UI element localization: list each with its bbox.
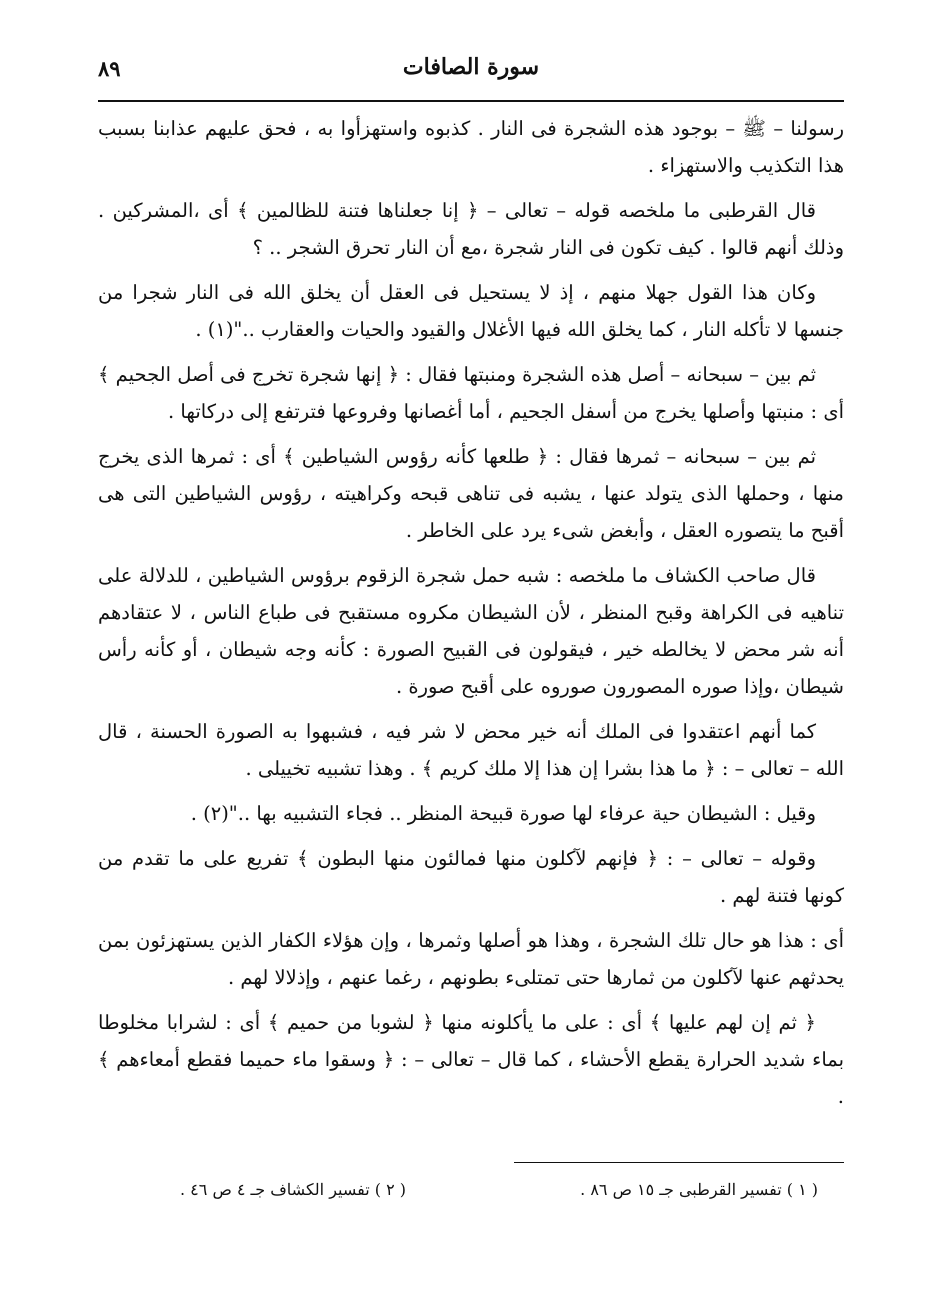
paragraph-3: وكان هذا القول جهلا منهم ، إذ لا يستحيل فى العقل أن يخلق الله فى النار شجرا من جنسها لا تأكله النار ، كما يخلق الله فيها الأغلال والقيود والحيات والعقارب .."(١) .: [98, 281, 844, 341]
paragraph-1: رسولنا – ﷺ – بوجود هذه الشجرة فى النار . كذبوه واستهزأوا به ، فحق عليهم عذابنا بسبب هذا التكذيب والاستهزاء .: [98, 117, 844, 177]
header-divider: [98, 100, 844, 102]
footnotes: [140, 1180, 818, 1210]
page-header: [98, 50, 844, 90]
paragraph-11: ﴿ ثم إن لهم عليها ﴾ أى : على ما يأكلونه منها ﴿ لشوبا من حميم ﴾ أى : لشرابا مخلوطا بماء شديد الحرارة يقطع الأحشاء ، كما قال – تعالى – : ﴿ وسقوا ماء حميما فقطع أمعاءهم ﴾ .: [98, 1011, 844, 1108]
footnote-divider: [514, 1162, 844, 1163]
footnote-1: ( ١ ) تفسير القرطبى جـ ١٥ ص ٨٦ .: [580, 1180, 818, 1199]
paragraph-9: وقوله – تعالى – : ﴿ فإنهم لآكلون منها فمالئون منها البطون ﴾ تفريع على ما تقدم من كونها فتنة لهم .: [98, 847, 844, 907]
paragraph-4: ثم بين – سبحانه – أصل هذه الشجرة ومنبتها فقال : ﴿ إنها شجرة تخرج فى أصل الجحيم ﴾ أى : منبتها وأصلها يخرج من أسفل الجحيم ، أما أغصانها وفروعها فترتفع إلى دركاتها .: [98, 363, 844, 423]
paragraph-2: قال القرطبى ما ملخصه قوله – تعالى – ﴿ إنا جعلناها فتنة للظالمين ﴾ أى ،المشركين . وذلك أنهم قالوا . كيف تكون فى النار شجرة ،مع أن النار تحرق الشجر .. ؟: [98, 199, 844, 259]
paragraph-5: ثم بين – سبحانه – ثمرها فقال : ﴿ طلعها كأنه رؤوس الشياطين ﴾ أى : ثمرها الذى يخرج منها ، وحملها الذى يتولد عنها ، يشبه فى تناهى قبحه وكراهيته ، رؤوس الشياطين التى هى أقبح ما يتصوره العقل ، وأبغض شىء يرد على الخاطر .: [98, 445, 844, 542]
paragraph-7: كما أنهم اعتقدوا فى الملك أنه خير محض لا شر فيه ، فشبهوا به الصورة الحسنة ، قال الله – تعالى – : ﴿ ما هذا بشرا إن هذا إلا ملك كريم ﴾ . وهذا تشبيه تخييلى .: [98, 720, 844, 780]
paragraph-6: قال صاحب الكشاف ما ملخصه : شبه حمل شجرة الزقوم برؤوس الشياطين ، للدلالة على تناهيه فى الكراهة وقبح المنظر ، لأن الشيطان مكروه مستقبح فى طباع الناس ، لا عتقادهم أنه شر محض لا يخالطه خير ، فيقولون فى القبيح الصورة : كأنه وجه شيطان ، أو كأنه رأس شيطان ،وإذا صوره المصورون صوروه على أقبح صورة .: [98, 564, 844, 698]
paragraph-10: أى : هذا هو حال تلك الشجرة ، وهذا هو أصلها وثمرها ، وإن هؤلاء الكفار الذين يستهزئون بمن يحدثهم عنها لآكلون من ثمارها حتى تمتلىء بطونهم ، رغما عنهم ، وإذلالا لهم .: [98, 929, 844, 989]
paragraph-8: وقيل : الشيطان حية عرفاء لها صورة قبيحة المنظر .. فجاء التشبيه بها .."(٢) .: [190, 802, 816, 825]
page-number: ٨٩: [98, 56, 121, 81]
surah-title: سورة الصافات: [402, 54, 540, 80]
footnote-2: ( ٢ ) تفسير الكشاف جـ ٤ ص ٤٦ .: [180, 1180, 407, 1199]
body-text: [98, 110, 844, 1123]
